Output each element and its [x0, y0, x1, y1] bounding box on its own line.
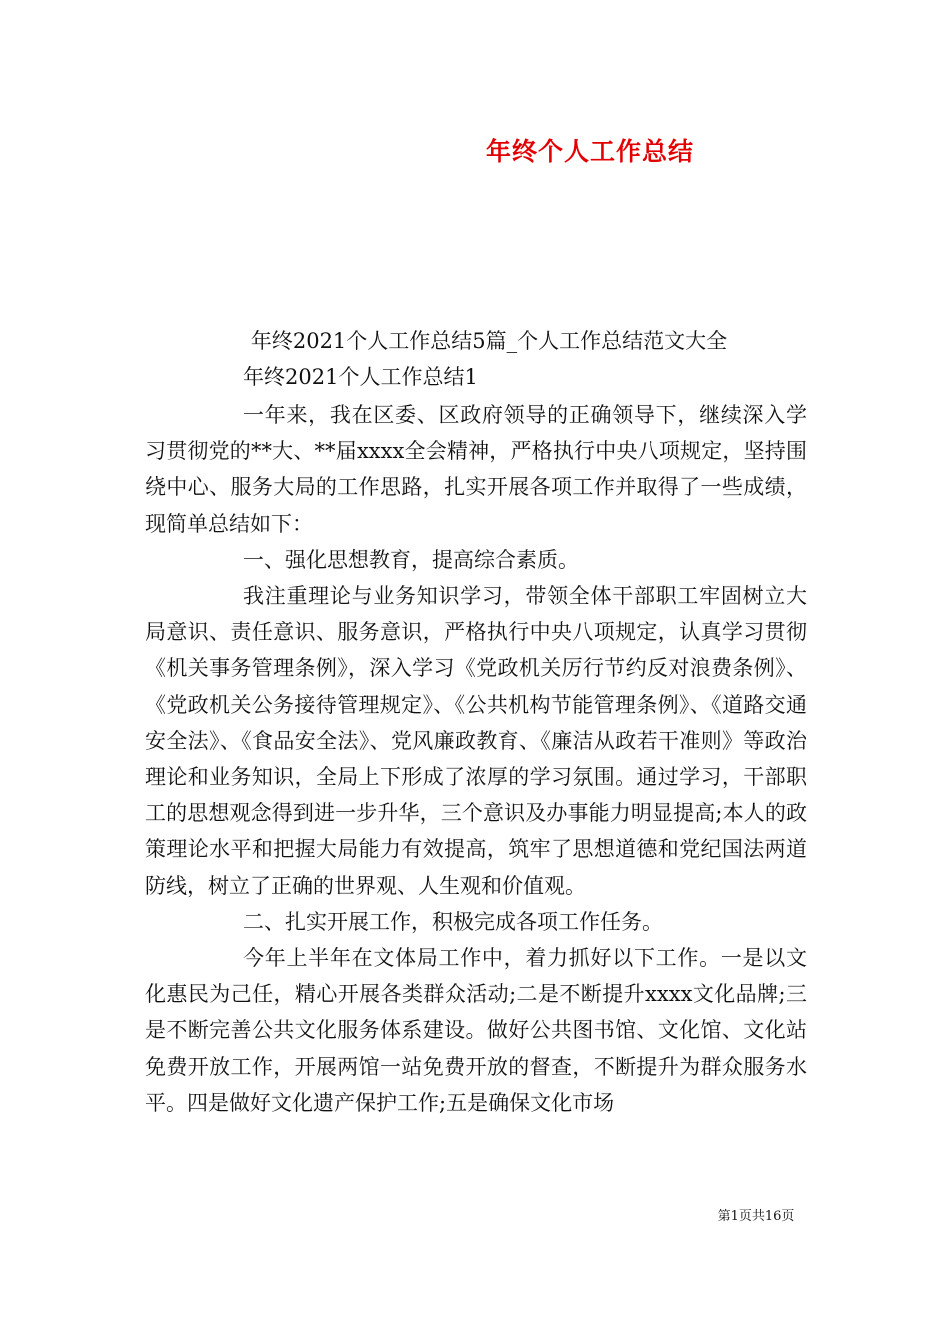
paragraph-intro: 一年来，我在区委、区政府领导的正确领导下，继续深入学习贯彻党的**大、**届xxxx全会精神，严格执行中央八项规定，坚持围绕中心、服务大局的工作思路，扎实开展各项工作并取得了一些成绩，现简单总结如下： [145, 403, 807, 536]
document-subheading: 年终2021个人工作总结1 [243, 365, 478, 389]
page-number-footer: 第1页共16页 [717, 1209, 795, 1224]
paragraph-section-2: 今年上半年在文体局工作中，着力抓好以下工作。一是以文化惠民为己任，精心开展各类群众活动;二是不断提升xxxx文化品牌;三是不断完善公共文化服务体系建设。做好公共图书馆、文化馆、文化站免费开放工作，开展两馆一站免费开放的督查，不断提升为群众服务水平。四是做好文化遗产保护工作;五是确保文化市场 [145, 946, 807, 1115]
section-heading-1: 一、强化思想教育，提高综合素质。 [243, 547, 579, 572]
paragraph-section-1: 我注重理论与业务知识学习，带领全体干部职工牢固树立大局意识、责任意识、服务意识，严格执行中央八项规定，认真学习贯彻《机关事务管理条例》，深入学习《党政机关厉行节约反对浪费条例》、《党政机关公务接待管理规定》、《公共机构节能管理条例》、《道路交通安全法》、《食品安全法》、党风廉政教育、《廉洁从政若干准则》等政治理论和业务知识，全局上下形成了浓厚的学习氛围。通过学习，干部职工的思想观念得到进一步升华，三个意识及办事能力明显提高;本人的政策理论水平和把握大局能力有效提高，筑牢了思想道德和党纪国法两道防线，树立了正确的世界观、人生观和价值观。 [145, 584, 807, 898]
document-title: 年终个人工作总结 [485, 137, 694, 166]
document-heading: 年终2021个人工作总结5篇_个人工作总结范文大全 [250, 329, 728, 353]
document-body [145, 397, 807, 1121]
section-heading-2: 二、扎实开展工作，积极完成各项工作任务。 [243, 909, 663, 934]
